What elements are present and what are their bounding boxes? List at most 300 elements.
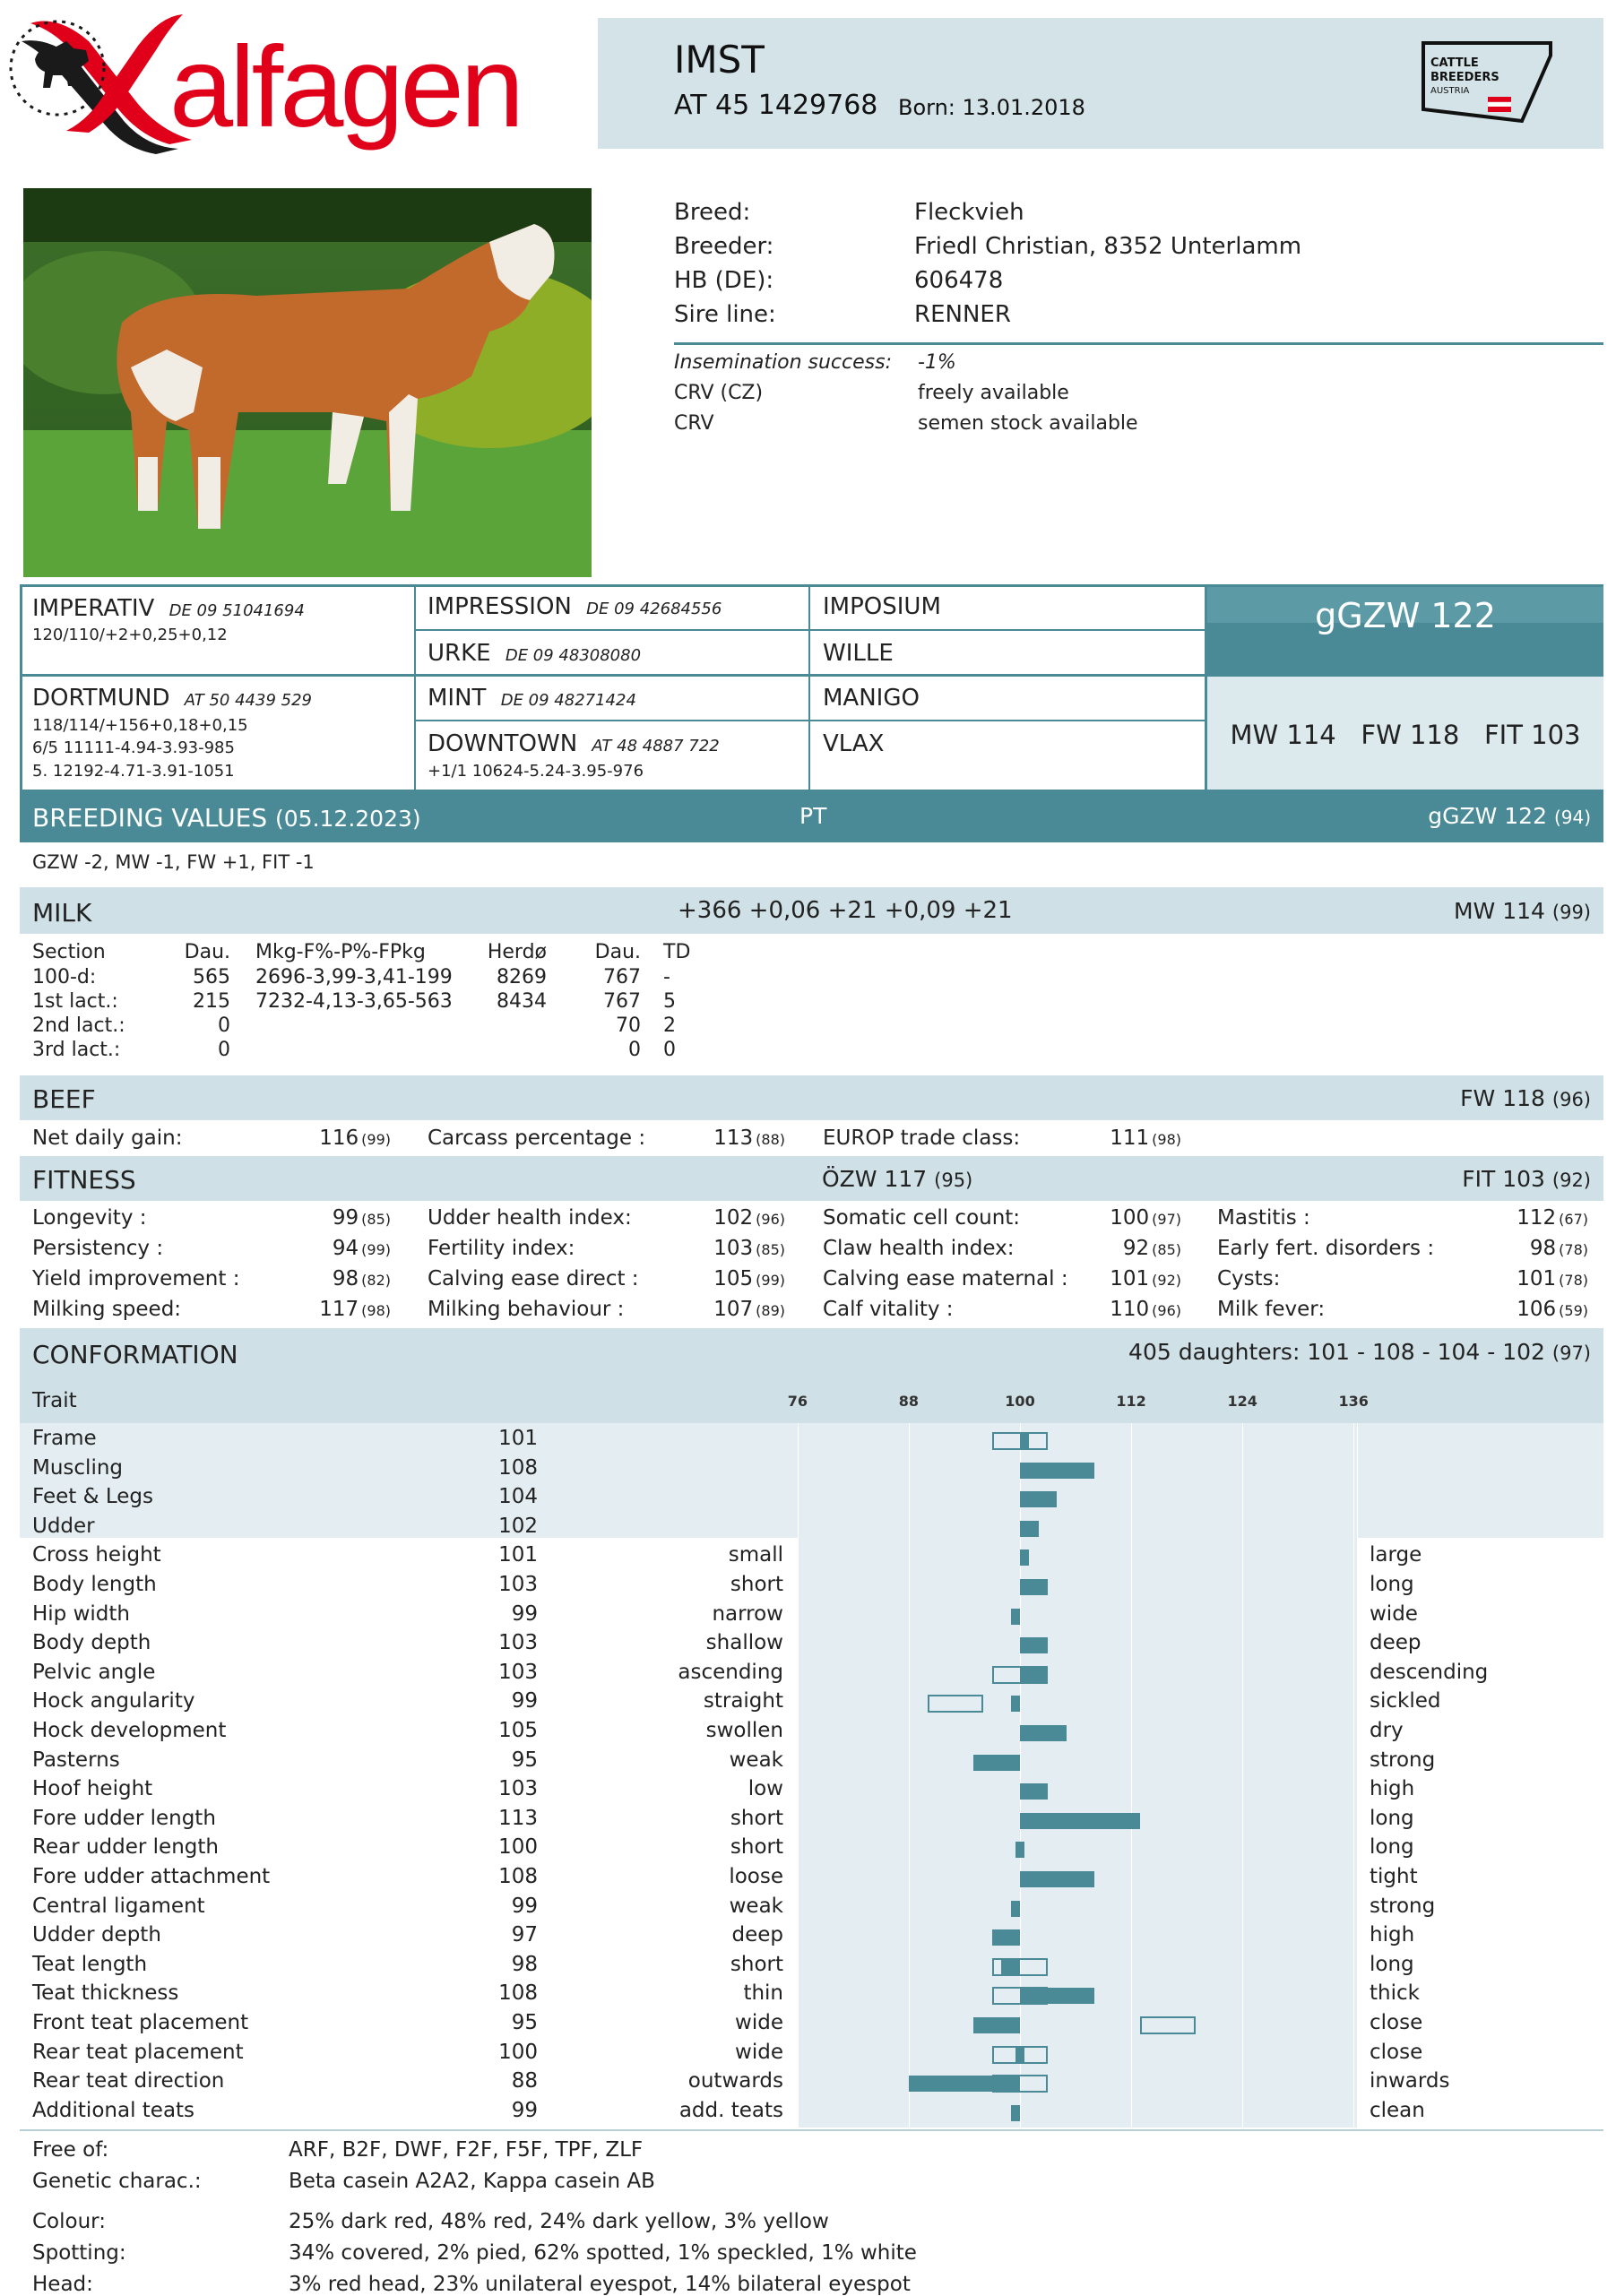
milk-cell: 1st lact.: (32, 990, 118, 1013)
beef-value (1056, 1126, 1181, 1150)
trait-name: Udder (32, 1514, 95, 1538)
footer-value: 25% dark red, 48% red, 24% dark yellow, 3% yellow (289, 2210, 829, 2233)
axis-tick-label: 100 (1005, 1393, 1035, 1410)
ped-sd (428, 640, 641, 667)
fitness-number: 101 (1110, 1267, 1150, 1290)
info-value: RENNER (914, 301, 1011, 328)
ped-vline-2 (808, 584, 810, 792)
index-box (1207, 677, 1603, 790)
fitness-ozw-value: ÖZW 117 (822, 1166, 928, 1192)
trait-bar (1020, 1491, 1057, 1507)
info-value: 606478 (914, 267, 1004, 294)
beef-bar (20, 1075, 1603, 1120)
logo-text: alfagen (169, 23, 521, 151)
milk-header-cell: Herdø (487, 941, 547, 963)
ped-sire (32, 595, 305, 622)
axis-gridline (909, 1423, 910, 2128)
trait-value: 103 (498, 1777, 538, 1801)
ped-vline-0 (20, 584, 22, 792)
trait-value: 99 (511, 2098, 538, 2122)
ped-sss: IMPOSIUM (823, 593, 941, 620)
trait-low-label: thin (743, 1981, 783, 2006)
beef-label: EUROP trade class: (823, 1126, 1021, 1150)
milk-header-cell: Dau. (594, 941, 641, 963)
trait-value: 103 (498, 1631, 538, 1655)
trait-name: Pasterns (32, 1748, 120, 1772)
fitness-value (1463, 1206, 1588, 1230)
trait-low-label: straight (703, 1689, 783, 1713)
trait-bar (1020, 1549, 1029, 1566)
trait-bar (1011, 1696, 1020, 1712)
bull-born: Born: 13.01.2018 (898, 95, 1085, 120)
fitness-label: Calving ease direct : (428, 1267, 639, 1290)
ped-mgs-l1: 118/114/+156+0,18+0,15 (32, 716, 248, 735)
trait-low-label: add. teats (678, 2098, 783, 2122)
fitness-value (1463, 1267, 1588, 1290)
ped-ss-id: DE 09 42684556 (586, 600, 722, 618)
milk-cell: 767 (603, 966, 641, 988)
cba-line-1: CATTLE (1430, 56, 1479, 70)
trait-low-label: wide (735, 2011, 783, 2034)
milk-cell: 0 (218, 1014, 230, 1037)
trait-high-label: sickled (1370, 1689, 1441, 1713)
trait-value: 95 (511, 1748, 538, 1772)
fitness-value (660, 1206, 785, 1230)
milk-mw-rel: (99) (1551, 902, 1591, 923)
fitness-number: 110 (1110, 1298, 1150, 1321)
bull-registration: AT 45 1429768 (674, 90, 878, 121)
ped-dss: MANIGO (823, 685, 920, 712)
trait-high-label: high (1370, 1777, 1415, 1801)
milk-cell: 0 (628, 1039, 641, 1061)
fitness-value (265, 1267, 391, 1290)
beef-fw-value: FW 118 (1460, 1085, 1545, 1111)
fitness-value (1056, 1206, 1181, 1230)
ped-ds-id: DE 09 48271424 (500, 691, 636, 710)
trait-bar (909, 2076, 1020, 2092)
trait-bar (1015, 2047, 1024, 2063)
fitness-number: 102 (713, 1206, 754, 1230)
fitness-fit (1462, 1166, 1591, 1192)
fitness-reliability: (85) (361, 1211, 391, 1228)
trait-name: Body length (32, 1573, 157, 1596)
trait-name: Hoof height (32, 1777, 153, 1801)
ped-sd-name: URKE (428, 640, 491, 667)
trait-low-label: short (730, 1952, 783, 1976)
trait-value: 108 (498, 1455, 538, 1480)
ped-sd-id: DE 09 48308080 (505, 646, 642, 665)
bull-photo (23, 188, 592, 577)
fitness-label: Early fert. disorders : (1217, 1237, 1435, 1260)
trait-value: 105 (498, 1719, 538, 1742)
trait-high-label: long (1370, 1573, 1414, 1596)
trait-name: Pelvic angle (32, 1660, 156, 1684)
trait-value: 102 (498, 1514, 538, 1538)
trait-high-label: wide (1370, 1601, 1418, 1626)
fitness-reliability: (92) (1152, 1272, 1181, 1289)
cba-line-3: AUSTRIA (1430, 86, 1470, 96)
beef-value (660, 1126, 785, 1150)
axis-tick-label: 112 (1116, 1393, 1146, 1410)
trait-header: Trait (32, 1389, 77, 1412)
fitness-label: Milk fever: (1217, 1298, 1326, 1321)
trait-value: 113 (498, 1806, 538, 1830)
axis-tick-label: 124 (1227, 1393, 1257, 1410)
ped-sire-perf: 120/110/+2+0,25+0,12 (32, 626, 228, 644)
trait-high-label: long (1370, 1835, 1414, 1860)
axis-gridline (1131, 1423, 1132, 2128)
footer-label: Genetic charac.: (32, 2170, 202, 2193)
trait-high-label: clean (1370, 2098, 1425, 2122)
trait-value: 99 (511, 1894, 538, 1918)
trait-value: 104 (498, 1485, 538, 1509)
trait-name: Hock angularity (32, 1689, 195, 1713)
trait-low-label: low (748, 1777, 783, 1801)
trait-bar (1020, 1637, 1048, 1653)
fitness-reliability: (82) (361, 1272, 391, 1289)
fitness-ozw-rel: (95) (934, 1170, 973, 1191)
trait-high-label: deep (1370, 1631, 1422, 1655)
fitness-number: 105 (713, 1267, 754, 1290)
fitness-number: 107 (713, 1298, 754, 1321)
trait-bar (1020, 1463, 1094, 1479)
trait-high-label: inwards (1370, 2069, 1450, 2093)
ped-mgs-id: AT 50 4439 529 (184, 691, 312, 710)
fitness-number: 98 (1529, 1237, 1557, 1260)
footer-value: ARF, B2F, DWF, F2F, F5F, TPF, ZLF (289, 2138, 644, 2162)
fitness-number: 92 (1122, 1237, 1150, 1260)
cattle-breeders-austria-logo (1416, 36, 1564, 130)
ped-dd (428, 730, 720, 757)
fitness-reliability: (59) (1559, 1302, 1588, 1319)
fitness-number: 94 (332, 1237, 359, 1260)
fitness-value (660, 1298, 785, 1321)
trait-bar (973, 2017, 1020, 2033)
fitness-fit-value: FIT 103 (1462, 1166, 1545, 1192)
fitness-number: 112 (1517, 1206, 1557, 1230)
fitness-value (1463, 1298, 1588, 1321)
trait-low-label: loose (729, 1865, 783, 1888)
ped-ds (428, 685, 636, 712)
availability-value: freely available (918, 382, 1069, 404)
ped-ds-name: MINT (428, 685, 487, 712)
trait-low-label: swollen (705, 1719, 783, 1742)
trait-value: 98 (511, 1952, 538, 1976)
ped-dd-perf: +1/1 10624-5.24-3.95-976 (428, 762, 644, 781)
trait-value: 108 (498, 1981, 538, 2006)
info-label: Sire line: (674, 301, 776, 328)
conformation-daughters (1128, 1339, 1591, 1365)
axis-tick-label: 136 (1338, 1393, 1369, 1410)
trait-name: Frame (32, 1427, 97, 1450)
alfagen-logo (4, 5, 586, 158)
trait-low-label: short (730, 1835, 783, 1860)
fitness-label: Cysts: (1217, 1267, 1281, 1290)
ped-vline-1 (414, 584, 416, 792)
ped-sds: WILLE (823, 640, 894, 667)
fitness-label: Udder health index: (428, 1206, 632, 1230)
breeding-gzw-value: gGZW 122 (1428, 803, 1547, 829)
fitness-value (265, 1298, 391, 1321)
breeding-date: (05.12.2023) (275, 806, 421, 832)
chart-right-edge (1357, 1423, 1358, 2128)
ped-mgs-l2: 6/5 11111-4.94-3.93-985 (32, 738, 235, 757)
info-label: Breeder: (674, 233, 774, 260)
trait-name: Body depth (32, 1631, 151, 1655)
breeding-values-bar (20, 792, 1603, 842)
trait-name: Hock development (32, 1719, 227, 1742)
fitness-label: Somatic cell count: (823, 1206, 1021, 1230)
fitness-reliability: (89) (756, 1302, 785, 1319)
info-label: HB (DE): (674, 267, 774, 294)
milk-header-cell: Mkg-F%-P%-FPkg (255, 941, 426, 963)
trait-high-label: strong (1370, 1894, 1436, 1918)
beef-number: 116 (319, 1126, 359, 1150)
info-value: Friedl Christian, 8352 Unterlamm (914, 233, 1302, 260)
footer-divider (20, 2129, 1603, 2131)
milk-cell: 7232-4,13-3,65-563 (255, 990, 453, 1013)
milk-mw-value: MW 114 (1453, 898, 1545, 924)
trait-bar (1020, 1813, 1140, 1829)
milk-cell: 215 (193, 990, 230, 1013)
ped-sire-name: IMPERATIV (32, 595, 155, 622)
trait-name: Feet & Legs (32, 1485, 153, 1509)
milk-cell: 3rd lact.: (32, 1039, 121, 1061)
milk-cell: 5 (663, 990, 676, 1013)
trait-name: Teat length (32, 1952, 148, 1976)
fitness-reliability: (78) (1559, 1241, 1588, 1258)
trait-low-label: small (728, 1543, 783, 1567)
trait-value: 88 (511, 2069, 538, 2093)
trait-high-label: high (1370, 1923, 1415, 1947)
fitness-number: 103 (713, 1237, 754, 1260)
beef-number: 111 (1110, 1126, 1150, 1150)
trait-bar (992, 1929, 1020, 1946)
bull-name: IMST (674, 38, 765, 82)
availability-label: CRV (CZ) (674, 382, 764, 404)
beef-value (265, 1126, 391, 1150)
trait-name: Rear udder length (32, 1835, 219, 1860)
trait-reference-box (992, 1958, 1048, 1976)
info-divider (674, 342, 1603, 345)
fitness-label: Milking speed: (32, 1298, 182, 1321)
trait-name: Cross height (32, 1543, 161, 1567)
info-label: Breed: (674, 199, 751, 226)
milk-header-cell: TD (663, 941, 691, 963)
chart-left-edge (798, 1423, 799, 2128)
fitness-value (1056, 1298, 1181, 1321)
trait-value: 99 (511, 1689, 538, 1713)
trait-reference-box (928, 1695, 983, 1713)
fitness-reliability: (98) (361, 1302, 391, 1319)
fitness-reliability: (96) (1152, 1302, 1181, 1319)
axis-gridline (1353, 1423, 1354, 2128)
trait-name: Rear teat direction (32, 2069, 225, 2093)
milk-cell: 565 (193, 966, 230, 988)
milk-summary: +366 +0,06 +21 +0,09 +21 (678, 897, 1013, 924)
milk-cell: 767 (603, 990, 641, 1013)
fitness-label: Persistency : (32, 1237, 164, 1260)
trait-bar (1020, 1988, 1094, 2004)
trait-value: 103 (498, 1573, 538, 1596)
milk-title: MILK (32, 898, 92, 928)
pedigree (20, 584, 1603, 792)
trait-name: Front teat placement (32, 2011, 249, 2034)
trait-bar (1020, 1871, 1094, 1887)
ped-sire-id: DE 09 51041694 (169, 601, 305, 620)
breeding-gzw (1428, 803, 1591, 829)
ped-mgs (32, 685, 312, 712)
beef-label: Carcass percentage : (428, 1126, 646, 1150)
availability-value: -1% (918, 351, 956, 374)
milk-cell: 2nd lact.: (32, 1014, 125, 1037)
gzw-box (1207, 587, 1603, 674)
axis-gridline (1242, 1423, 1243, 2128)
cba-line-2: BREEDERS (1430, 71, 1499, 84)
milk-cell: 8434 (497, 990, 547, 1013)
milk-header-cell: Section (32, 941, 106, 963)
fitness-reliability: (85) (756, 1241, 785, 1258)
fitness-number: 117 (319, 1298, 359, 1321)
beef-number: 113 (713, 1126, 754, 1150)
footer-label: Spotting: (32, 2241, 126, 2265)
trait-low-label: narrow (712, 1601, 783, 1626)
conformation-title: CONFORMATION (32, 1340, 238, 1369)
fitness-number: 106 (1517, 1298, 1557, 1321)
trait-bar (1020, 1667, 1048, 1683)
trait-low-label: wide (735, 2040, 783, 2064)
fitness-label: Fertility index: (428, 1237, 575, 1260)
milk-cell: 100-d: (32, 966, 97, 988)
breeding-pt: PT (799, 803, 827, 829)
beef-reliability: (98) (1152, 1131, 1181, 1148)
fitness-value (660, 1267, 785, 1290)
trait-name: Udder depth (32, 1923, 161, 1947)
breeding-title-text: BREEDING VALUES (32, 803, 268, 833)
trait-high-label: close (1370, 2011, 1423, 2034)
trait-name: Teat thickness (32, 1981, 179, 2006)
trait-bar (973, 1755, 1020, 1771)
availability-value: semen stock available (918, 412, 1138, 435)
trait-high-label: descending (1370, 1660, 1489, 1684)
fitness-label: Calving ease maternal : (823, 1267, 1068, 1290)
trait-value: 100 (498, 2040, 538, 2064)
trait-bar (1020, 1579, 1048, 1595)
beef-reliability: (99) (361, 1131, 391, 1148)
fitness-value (265, 1206, 391, 1230)
trait-low-label: short (730, 1573, 783, 1596)
trait-name: Additional teats (32, 2098, 195, 2122)
fitness-reliability: (97) (1152, 1211, 1181, 1228)
fitness-reliability: (67) (1559, 1211, 1588, 1228)
availability-label: CRV (674, 412, 714, 435)
footer-value: Beta casein A2A2, Kappa casein AB (289, 2170, 655, 2193)
trait-high-label: thick (1370, 1981, 1420, 2006)
trait-value: 95 (511, 2011, 538, 2034)
fitness-reliability: (99) (361, 1241, 391, 1258)
trait-bar (1020, 1433, 1029, 1449)
trait-high-label: tight (1370, 1865, 1418, 1888)
fitness-reliability: (85) (1152, 1241, 1181, 1258)
ped-ss (428, 593, 722, 620)
breeding-values-title (32, 803, 421, 833)
trait-bar (1020, 1725, 1067, 1741)
ped-dds: VLAX (823, 730, 885, 757)
trait-low-label: deep (731, 1923, 783, 1947)
trait-value: 101 (498, 1543, 538, 1567)
breeding-gzw-rel: (94) (1553, 807, 1591, 828)
fitness-bar (20, 1156, 1603, 1201)
trait-name: Hip width (32, 1601, 130, 1626)
fitness-label: Calf vitality : (823, 1298, 954, 1321)
fitness-label: Claw health index: (823, 1237, 1015, 1260)
trait-reference-box (1140, 2016, 1196, 2034)
trait-value: 100 (498, 1835, 538, 1860)
fitness-value (1056, 1237, 1181, 1260)
fitness-label: Longevity : (32, 1206, 147, 1230)
fitness-number: 99 (332, 1206, 359, 1230)
trait-low-label: short (730, 1806, 783, 1830)
footer-label: Head: (32, 2273, 93, 2296)
fitness-value (265, 1237, 391, 1260)
trait-value: 101 (498, 1427, 538, 1450)
availability-label: Insemination success: (674, 351, 892, 374)
footer-value: 3% red head, 23% unilateral eyespot, 14% bilateral eyespot (289, 2273, 911, 2296)
ped-line-q2 (414, 720, 1207, 721)
breeding-delta: GZW -2, MW -1, FW +1, FIT -1 (32, 851, 315, 873)
milk-bar (20, 887, 1603, 934)
trait-bar (1020, 1521, 1039, 1537)
fitness-label: Milking behaviour : (428, 1298, 625, 1321)
trait-name: Fore udder length (32, 1806, 216, 1830)
fitness-ozw (822, 1166, 972, 1192)
trait-name: Rear teat placement (32, 2040, 244, 2064)
trait-low-label: weak (729, 1748, 783, 1772)
trait-low-label: outwards (687, 2069, 783, 2093)
beef-title: BEEF (32, 1084, 96, 1114)
milk-cell: 2696-3,99-3,41-199 (255, 966, 453, 988)
milk-cell: 8269 (497, 966, 547, 988)
trait-name: Muscling (32, 1455, 124, 1480)
trait-high-label: long (1370, 1952, 1414, 1976)
milk-cell: 70 (616, 1014, 641, 1037)
fitness-value (1056, 1267, 1181, 1290)
trait-bar (1001, 1959, 1020, 1975)
beef-label: Net daily gain: (32, 1126, 183, 1150)
axis-tick-label: 76 (787, 1393, 808, 1410)
trait-low-label: weak (729, 1894, 783, 1918)
trait-name: Fore udder attachment (32, 1865, 271, 1888)
ped-dd-name: DOWNTOWN (428, 730, 578, 757)
ped-line-q1 (414, 629, 1207, 631)
trait-value: 99 (511, 1601, 538, 1626)
trait-high-label: long (1370, 1806, 1414, 1830)
milk-mw (1454, 898, 1591, 924)
fitness-value (660, 1237, 785, 1260)
index-box-values: MW 114 FW 118 FIT 103 (1230, 720, 1581, 750)
trait-high-label: strong (1370, 1748, 1436, 1772)
axis-tick-label: 88 (898, 1393, 920, 1410)
trait-bar (1015, 1842, 1024, 1858)
fitness-number: 98 (332, 1267, 359, 1290)
trait-high-label: dry (1370, 1719, 1404, 1742)
conformation-bar (20, 1328, 1603, 1378)
beef-fw (1460, 1085, 1591, 1111)
ped-mgs-l3: 5. 12192-4.71-3.91-1051 (32, 762, 235, 781)
trait-bar (1011, 2105, 1020, 2121)
fitness-number: 101 (1517, 1267, 1557, 1290)
info-value: Fleckvieh (914, 199, 1024, 226)
